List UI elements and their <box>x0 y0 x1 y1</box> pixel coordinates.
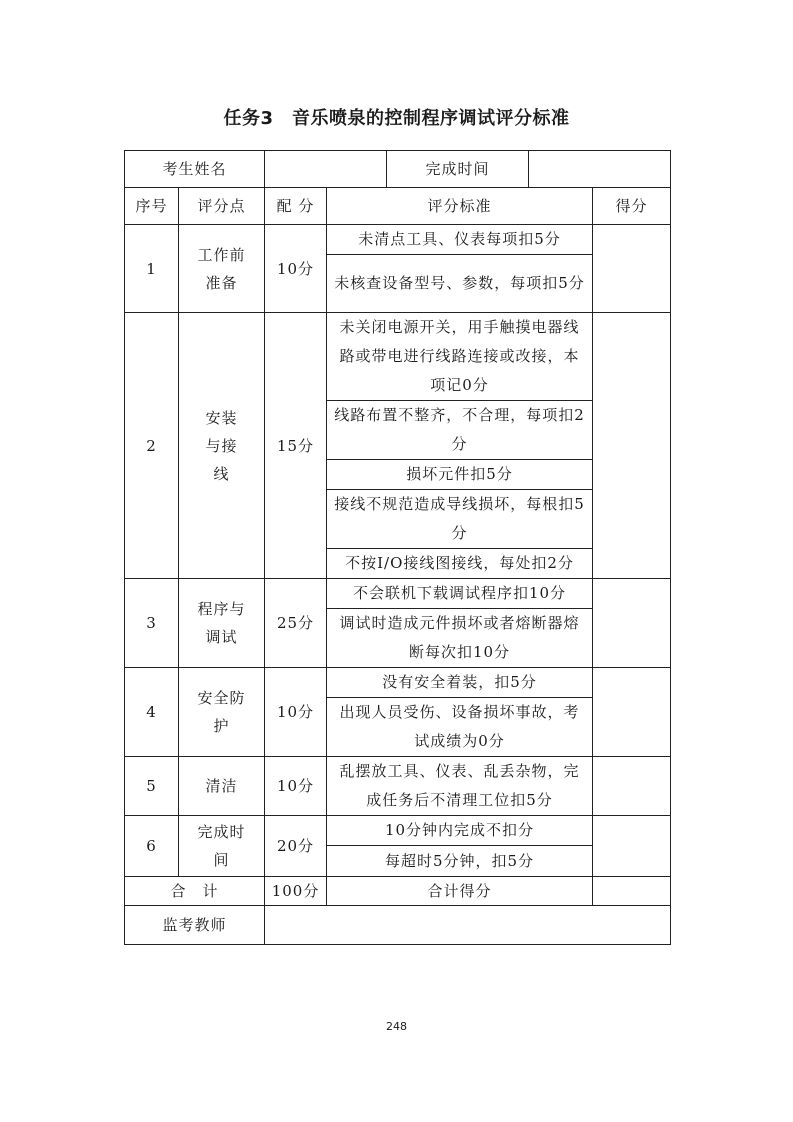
item-point: 程序与调试 <box>179 579 265 668</box>
table-row <box>125 757 671 816</box>
item-got[interactable] <box>593 757 671 816</box>
item-criterion: 未核查设备型号、参数，每项扣5分 <box>327 255 593 313</box>
item-got[interactable] <box>593 816 671 877</box>
header-info-row <box>125 151 671 188</box>
col-header-point: 评分点 <box>179 188 265 225</box>
time-value[interactable] <box>529 151 671 188</box>
item-got[interactable] <box>593 579 671 668</box>
total-label: 合 计 <box>125 877 265 906</box>
item-point: 安装与接线 <box>179 313 265 579</box>
item-seq: 2 <box>125 313 179 579</box>
col-header-seq: 序号 <box>125 188 179 225</box>
table-row <box>125 816 671 846</box>
item-criterion: 出现人员受伤、设备损坏事故，考试成绩为0分 <box>327 698 593 757</box>
item-point: 完成时间 <box>179 816 265 877</box>
item-criterion: 调试时造成元件损坏或者熔断器熔断每次扣10分 <box>327 609 593 668</box>
col-header-score: 配 分 <box>265 188 327 225</box>
item-point: 工作前准备 <box>179 225 265 313</box>
page-title: 任务3 音乐喷泉的控制程序调试评分标准 <box>223 108 570 129</box>
item-got[interactable] <box>593 668 671 757</box>
item-score: 20分 <box>265 816 327 877</box>
item-criterion: 10分钟内完成不扣分 <box>327 816 593 846</box>
name-value[interactable] <box>265 151 387 188</box>
item-criterion: 不按I/O接线图接线，每处扣2分 <box>327 549 593 579</box>
total-got-value[interactable] <box>593 877 671 906</box>
time-label: 完成时间 <box>387 151 529 188</box>
total-score: 100分 <box>265 877 327 906</box>
item-criterion: 接线不规范造成导线损坏，每根扣5分 <box>327 490 593 549</box>
item-score: 10分 <box>265 668 327 757</box>
proctor-label: 监考教师 <box>125 906 265 945</box>
proctor-value[interactable] <box>265 906 671 945</box>
name-label: 考生姓名 <box>125 151 265 188</box>
item-criterion: 没有安全着装，扣5分 <box>327 668 593 698</box>
item-got[interactable] <box>593 225 671 313</box>
item-score: 15分 <box>265 313 327 579</box>
column-header-row <box>125 188 671 225</box>
item-score: 25分 <box>265 579 327 668</box>
col-header-got: 得分 <box>593 188 671 225</box>
item-seq: 1 <box>125 225 179 313</box>
item-criterion: 线路布置不整齐，不合理，每项扣2分 <box>327 401 593 460</box>
item-point: 安全防护 <box>179 668 265 757</box>
total-got-label: 合计得分 <box>327 877 593 906</box>
item-seq: 5 <box>125 757 179 816</box>
col-header-criteria: 评分标准 <box>327 188 593 225</box>
item-criterion: 不会联机下载调试程序扣10分 <box>327 579 593 609</box>
item-point: 清洁 <box>179 757 265 816</box>
item-criterion: 每超时5分钟，扣5分 <box>327 846 593 877</box>
scoring-table <box>124 150 671 945</box>
item-score: 10分 <box>265 757 327 816</box>
proctor-row <box>125 906 671 945</box>
item-criterion: 未清点工具、仪表每项扣5分 <box>327 225 593 255</box>
item-seq: 6 <box>125 816 179 877</box>
table-row <box>125 225 671 255</box>
item-score: 10分 <box>265 225 327 313</box>
item-criterion: 未关闭电源开关，用手触摸电器线路或带电进行线路连接或改接，本项记0分 <box>327 313 593 401</box>
page-number: 248 <box>386 1020 407 1033</box>
item-seq: 3 <box>125 579 179 668</box>
table-row <box>125 579 671 609</box>
total-row <box>125 877 671 906</box>
item-criterion: 损坏元件扣5分 <box>327 460 593 490</box>
table-row <box>125 668 671 698</box>
table-row <box>125 313 671 401</box>
item-criterion: 乱摆放工具、仪表、乱丢杂物，完成任务后不清理工位扣5分 <box>327 757 593 816</box>
item-seq: 4 <box>125 668 179 757</box>
item-got[interactable] <box>593 313 671 579</box>
